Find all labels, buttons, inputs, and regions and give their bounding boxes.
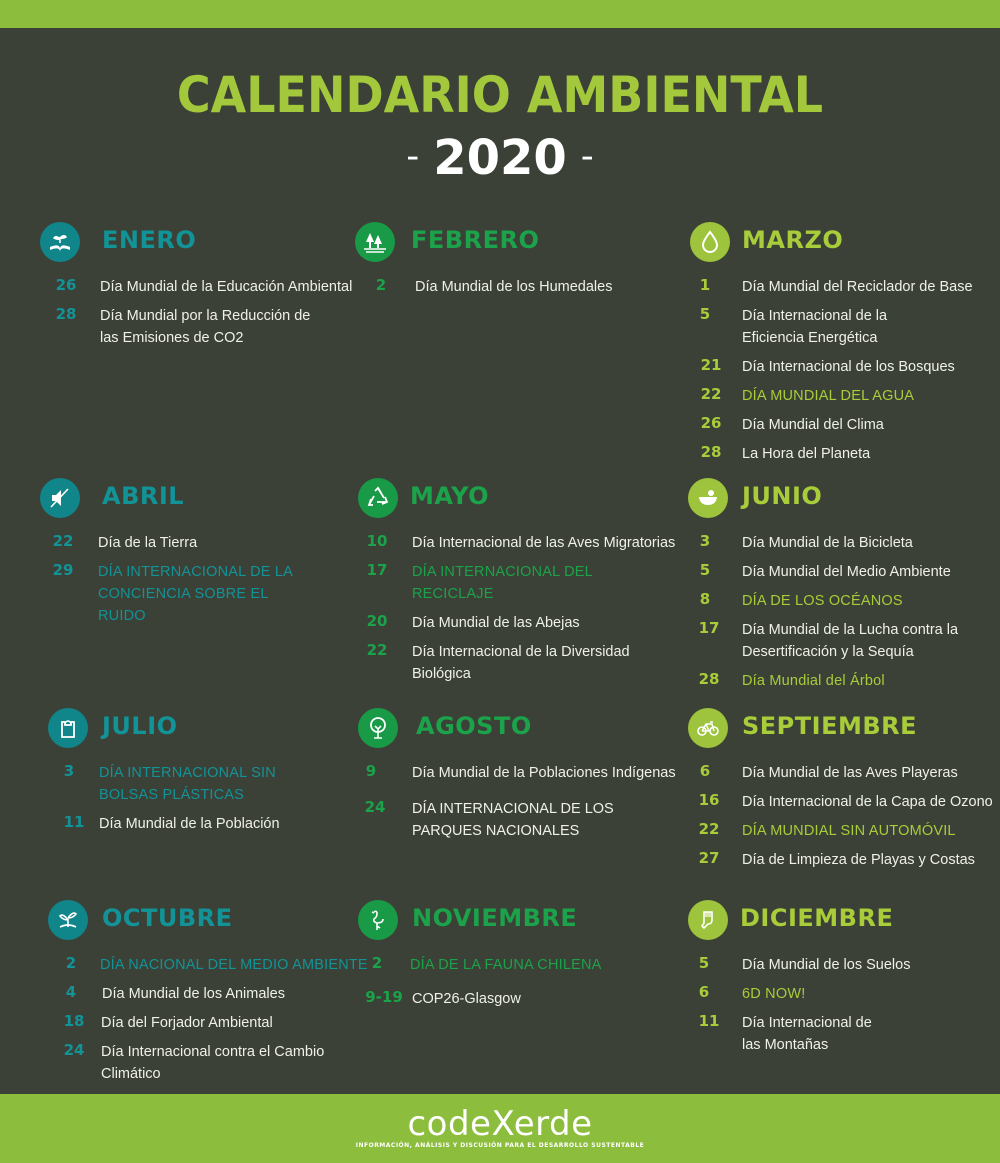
list-item: 5 Día Mundial de los Suelos (698, 954, 911, 973)
recycle-icon (358, 478, 398, 518)
month-name: AGOSTO (416, 712, 532, 740)
list-item: 1 Día Mundial del Reciclador de Base (699, 276, 973, 295)
bicycle-icon (688, 708, 728, 748)
globe-bowl-icon (688, 478, 728, 518)
list-item: 9-19 COP26-Glasgow (365, 988, 521, 1007)
list-item: 28 Día Mundial por la Reducción de las Emisiones de CO2 (55, 305, 311, 346)
list-item: 3 Día Mundial de la Bicicleta (699, 532, 913, 551)
month-name: DICIEMBRE (740, 904, 894, 932)
list-item: 9 Día Mundial de la Poblaciones Indígenas (365, 762, 676, 781)
list-item: 11 Día Mundial de la Población (63, 813, 280, 832)
water-drop-icon (690, 222, 730, 262)
month-junio (688, 478, 1000, 699)
year: 2020 (433, 130, 567, 186)
list-item: 6 Día Mundial de las Aves Playeras (699, 762, 958, 781)
page-title: CALENDARIO AMBIENTAL (176, 66, 824, 124)
list-item: 5 Día Internacional de la Eficiencia Energética (699, 305, 888, 346)
list-item: 24 Día Internacional contra el Cambio Climático (63, 1041, 325, 1082)
list-item: 18 Día del Forjador Ambiental (63, 1012, 273, 1031)
flamingo-icon (358, 900, 398, 940)
month-name: FEBRERO (411, 226, 540, 254)
list-item: 11 Día Internacional de las Montañas (698, 1012, 872, 1053)
list-item: 2 Día Mundial de los Humedales (375, 276, 613, 295)
mute-icon (40, 478, 80, 518)
list-item: 26 Día Mundial del Clima (700, 414, 884, 433)
list-item: 22 DÍA MUNDIAL SIN AUTOMÓVIL (698, 820, 956, 839)
month-name: ENERO (102, 226, 197, 254)
month-marzo (690, 222, 1000, 472)
month-mayo (358, 478, 678, 692)
list-item: 27 Día de Limpieza de Playas y Costas (698, 849, 975, 868)
logo: codeXerde (407, 1104, 593, 1144)
month-enero (40, 222, 360, 356)
month-febrero (355, 222, 675, 305)
tagline: INFORMACIÓN, ANÁLISIS Y DISCUSIÓN PARA EL DESARROLLO SUSTENTABLE (355, 1142, 645, 1149)
month-octubre (48, 900, 368, 1092)
list-item: 10 Día Internacional de las Aves Migratorias (366, 532, 676, 551)
list-item: 28 La Hora del Planeta (700, 443, 871, 462)
month-name: JULIO (102, 712, 178, 740)
list-item: 29 DÍA INTERNACIONAL DE LA CONCIENCIA SOBRE EL RUIDO (52, 561, 293, 624)
list-item: 8 DÍA DE LOS OCÉANOS (699, 590, 903, 609)
list-item: 6 6D NOW! (698, 983, 806, 1002)
month-diciembre (688, 900, 1000, 1063)
plastic-bag-icon (48, 708, 88, 748)
list-item: 22 DÍA MUNDIAL DEL AGUA (700, 385, 915, 404)
month-name: MARZO (742, 226, 844, 254)
month-abril (40, 478, 360, 634)
month-noviembre (358, 900, 678, 1017)
dash-right: - (580, 136, 594, 177)
list-item: 24 DÍA INTERNACIONAL DE LOS PARQUES NACIONALES (364, 798, 614, 839)
list-item: 17 DÍA INTERNACIONAL DEL RECICLAJE (366, 561, 593, 602)
month-name: MAYO (410, 482, 490, 510)
wetland-icon (355, 222, 395, 262)
list-item: 21 Día Internacional de los Bosques (700, 356, 955, 375)
raised-fist-icon (688, 900, 728, 940)
list-item: 28 Día Mundial del Árbol (698, 670, 885, 689)
list-item: 4 Día Mundial de los Animales (65, 983, 285, 1002)
book-plant-icon (40, 222, 80, 262)
list-item: 20 Día Mundial de las Abejas (366, 612, 580, 631)
month-name: ABRIL (102, 482, 185, 510)
month-name: OCTUBRE (102, 904, 233, 932)
month-septiembre (688, 708, 1000, 878)
list-item: 26 Día Mundial de la Educación Ambiental (55, 276, 353, 295)
list-item: 2 DÍA NACIONAL DEL MEDIO AMBIENTE (65, 954, 368, 973)
dash-left: - (406, 136, 420, 177)
month-agosto (358, 708, 678, 849)
list-item: 2 DÍA DE LA FAUNA CHILENA (371, 954, 602, 973)
list-item: 22 Día Internacional de la Diversidad Biológica (366, 641, 630, 682)
sprout-icon (48, 900, 88, 940)
list-item: 17 Día Mundial de la Lucha contra la Desertificación y la Sequía (698, 619, 959, 660)
list-item: 5 Día Mundial del Medio Ambiente (699, 561, 951, 580)
list-item: 22 Día de la Tierra (52, 532, 198, 551)
month-name: SEPTIEMBRE (742, 712, 918, 740)
list-item: 3 DÍA INTERNACIONAL SIN BOLSAS PLÁSTICAS (63, 762, 276, 803)
month-name: NOVIEMBRE (412, 904, 578, 932)
month-name: JUNIO (742, 482, 823, 510)
top-bar (0, 0, 1000, 28)
month-julio (48, 708, 368, 842)
year-line (0, 130, 1000, 186)
list-item: 16 Día Internacional de la Capa de Ozono (698, 791, 993, 810)
tree-icon (358, 708, 398, 748)
